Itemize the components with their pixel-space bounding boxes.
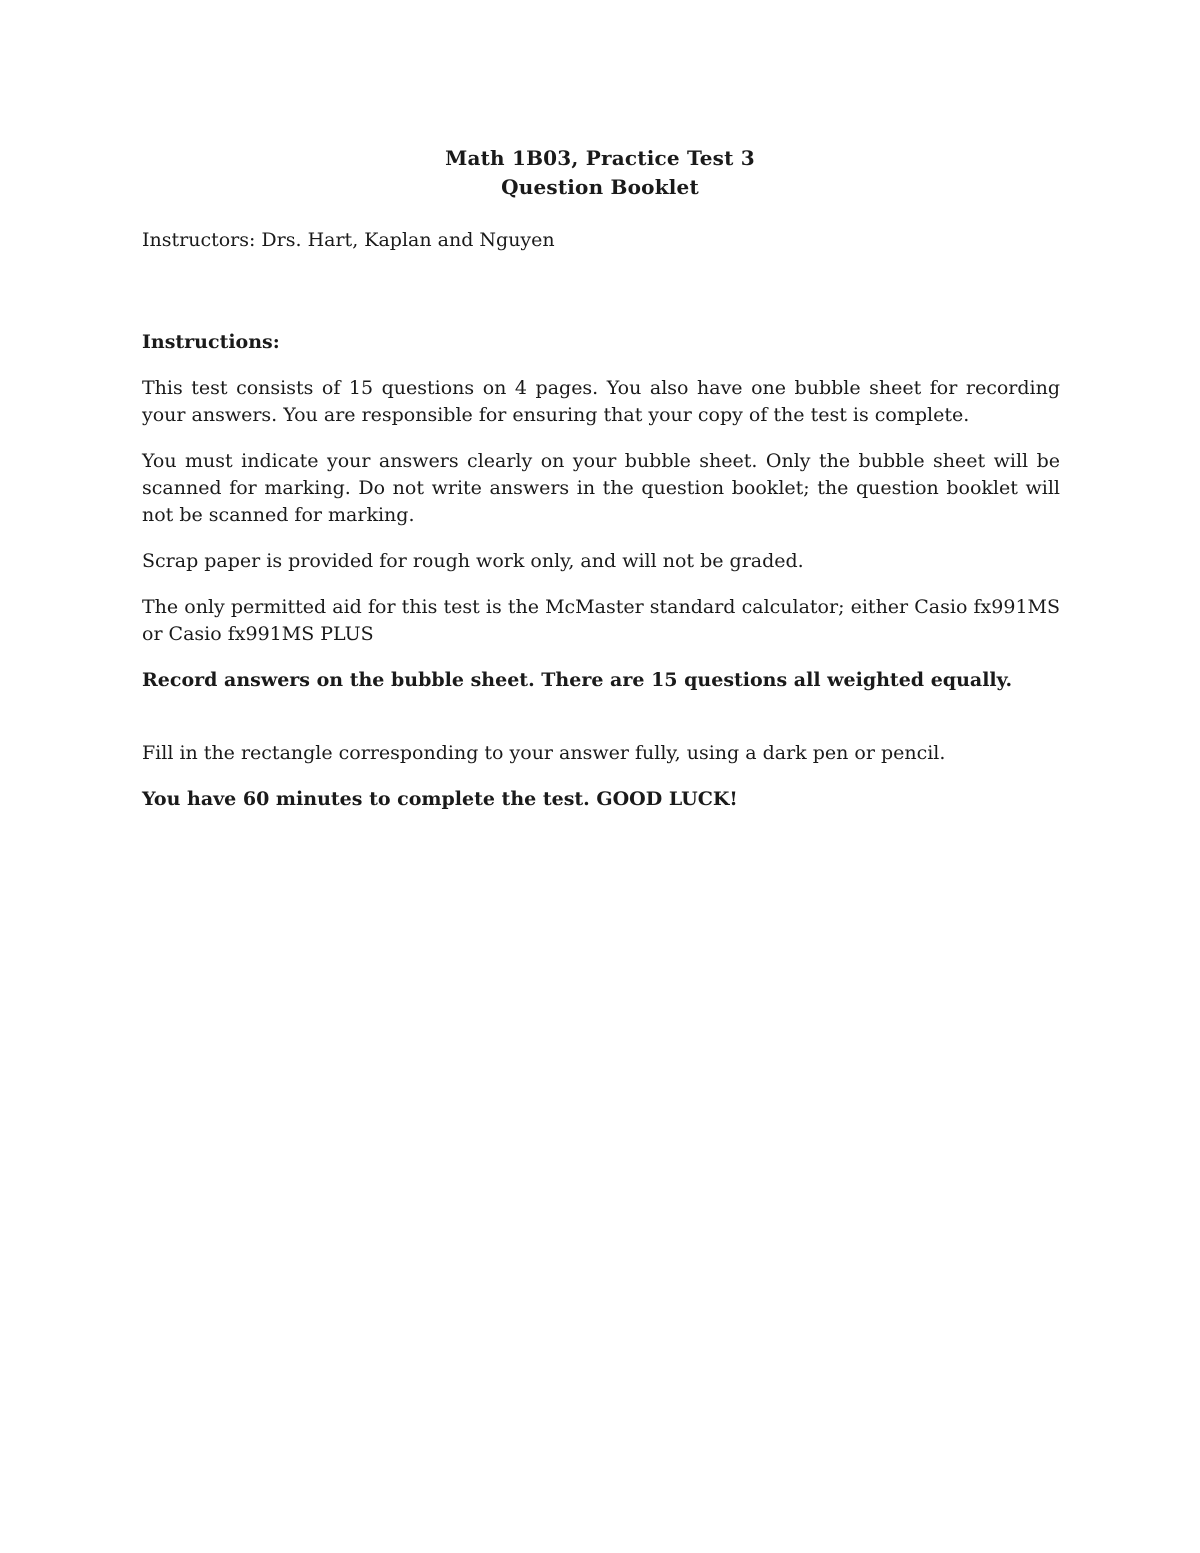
paragraph-bubble-sheet: You must indicate your answers clearly on your bubble sheet. Only the bubble sheet will be scanned for marking. Do not write answers in the question booklet; the question booklet will not be scanned for marking. bbox=[142, 450, 1060, 526]
paragraph-test-contents: This test consists of 15 questions on 4 pages. You also have one bubble sheet for recording your answers. You are responsible for ensuring that your copy of the test is complete. bbox=[142, 377, 1060, 426]
instructions-section bbox=[142, 329, 1060, 832]
closing-note: You have 60 minutes to complete the test. GOOD LUCK! bbox=[142, 788, 738, 810]
paragraph-calculator: The only permitted aid for this test is the McMaster standard calculator; either Casio fx991MS or Casio fx991MS PLUS bbox=[142, 596, 1060, 645]
fill-in-note: Fill in the rectangle corresponding to your answer fully, using a dark pen or pencil. bbox=[142, 742, 946, 764]
spacer bbox=[142, 713, 1060, 740]
paragraph-scrap-paper: Scrap paper is provided for rough work only, and will not be graded. bbox=[142, 550, 804, 572]
record-answers-note: Record answers on the bubble sheet. There are 15 questions all weighted equally. bbox=[142, 669, 1013, 691]
instructions-heading: Instructions: bbox=[142, 331, 280, 353]
instructors-line: Instructors: Drs. Hart, Kaplan and Nguyen bbox=[142, 229, 555, 251]
title-line-2: Question Booklet bbox=[501, 175, 699, 199]
title-line-1: Math 1B03, Practice Test 3 bbox=[445, 146, 755, 170]
document-title bbox=[0, 144, 1200, 202]
